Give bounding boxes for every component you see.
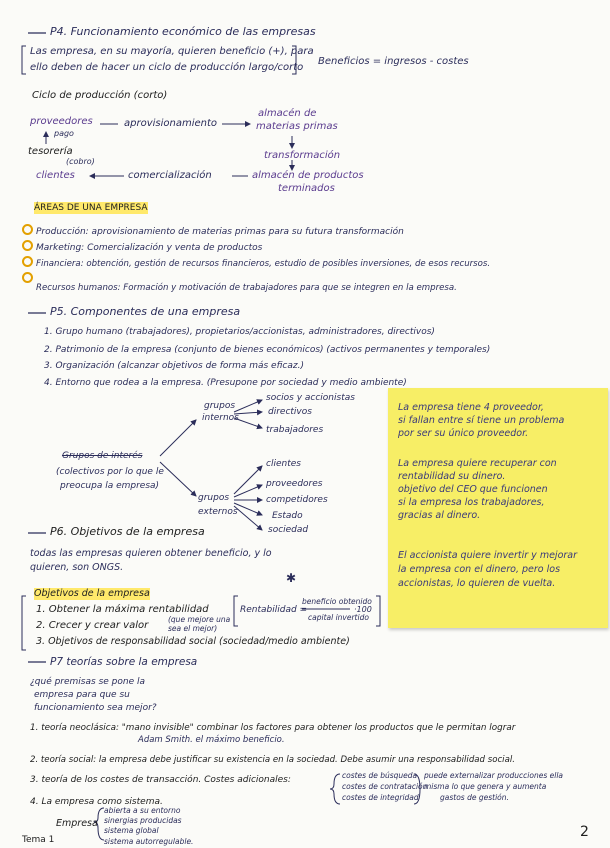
- branch-external: [160, 462, 196, 496]
- cost-note-3: gastos de gestión.: [440, 793, 509, 802]
- group-internal-item-2: directivos: [268, 407, 312, 417]
- sticky-line: si fallan entre sí tiene un problema: [398, 415, 565, 426]
- cycle-treasury: tesorería: [28, 146, 73, 157]
- areas-title: ÁREAS DE UNA EMPRESA: [34, 203, 148, 213]
- sticky-line: accionistas, lo quieren de vuelta.: [398, 578, 556, 589]
- cycle-collection: (cobro): [66, 157, 95, 166]
- branch-ext-5: [234, 506, 262, 530]
- area-finance: Financiera: obtención, gestión de recursos financieros, estudio de posibles inversiones, de esos recursos.: [36, 259, 491, 269]
- p4-title: P4. Funcionamiento económico de las empresas: [50, 25, 316, 38]
- group-external-item-2: proveedores: [266, 479, 323, 489]
- page-number: 2: [580, 824, 589, 840]
- rent-denominator: capital invertido: [308, 613, 369, 622]
- cost-brace: [330, 774, 340, 804]
- group-external-2: externos: [198, 507, 238, 517]
- group-internal-item-3: trabajadores: [266, 425, 324, 435]
- group-internal-1: grupos: [204, 401, 236, 411]
- sticky-line: objetivo del CEO que funcionen: [398, 484, 548, 495]
- sticky-line: la empresa con el dinero, pero los: [398, 564, 561, 575]
- theory-3: 3. teoría de los costes de transacción. Costes adicionales:: [30, 775, 291, 785]
- cycle-supply: aprovisionamiento: [124, 118, 218, 129]
- p5-item-3: 3. Organización (alcanzar objetivos de forma más eficaz.): [44, 361, 304, 371]
- branch-internal: [160, 420, 196, 456]
- cost-2: costes de contratación: [342, 782, 428, 791]
- theory-2: 2. teoría social: la empresa debe justificar su existencia en la sociedad. Debe asumir una responsabilidad social.: [30, 755, 515, 765]
- group-internal-item-1: socios y accionistas: [266, 393, 355, 403]
- group-external-item-3: competidores: [266, 495, 328, 505]
- group-external-item-1: clientes: [266, 459, 301, 469]
- p4-def-line2: ello deben de hacer un ciclo de producción largo/corto: [30, 62, 304, 73]
- cycle-payment: pago: [54, 129, 74, 138]
- group-external-item-4: Estado: [272, 511, 303, 521]
- rent-bracket-left: [234, 596, 238, 626]
- sticky-line: por ser su único proveedor.: [398, 428, 529, 439]
- rent-multiplier: ·100: [354, 605, 372, 614]
- cycle-commercialization: comercialización: [128, 170, 212, 181]
- p6-line1: todas las empresas quieren obtener beneficio, y lo: [30, 548, 272, 559]
- branch-ext-2: [234, 485, 262, 497]
- interest-groups-desc-2: preocupa la empresa): [60, 481, 160, 491]
- p5-item-4: 4. Entorno que rodea a la empresa. (Presupone por sociedad y medio ambiente): [44, 378, 407, 388]
- sticky-note: [388, 388, 608, 628]
- cycle-warehouse-raw-1: almacén de: [258, 108, 317, 119]
- p5-item-2: 2. Patrimonio de la empresa (conjunto de bienes económicos) (activos permanentes y temporales): [44, 345, 491, 355]
- area-bullet-icon: [22, 240, 33, 251]
- p5-title: P5. Componentes de una empresa: [50, 305, 241, 318]
- area-marketing: Marketing: Comercialización y venta de productos: [36, 243, 263, 253]
- star-icon: ✱: [286, 571, 297, 585]
- theory-1-note: Adam Smith. el máximo beneficio.: [138, 735, 285, 745]
- branch-int-1: [234, 400, 262, 412]
- footer-topic: Tema 1: [22, 835, 55, 845]
- p4-def-line1: Las empresa, en su mayoría, quieren beneficio (+), para: [30, 46, 314, 57]
- objectives-title: Objetivos de la empresa: [34, 588, 150, 599]
- objective-2: 2. Crecer y crear valor: [36, 620, 149, 631]
- rent-bracket-right: [376, 596, 380, 626]
- cost-1: costes de búsqueda: [342, 771, 418, 780]
- sticky-line: La empresa quiere recuperar con: [398, 458, 557, 469]
- group-external-item-5: sociedad: [268, 525, 309, 535]
- area-bullet-icon: [22, 224, 33, 235]
- obj-bracket: [22, 596, 26, 650]
- cycle-title: Ciclo de producción (corto): [32, 90, 168, 101]
- cost-note-2: misma lo que genera y aumenta: [424, 782, 547, 791]
- system-item-2: sinergias producidas: [104, 816, 182, 825]
- sticky-line: El accionista quiere invertir y mejorar: [398, 550, 578, 561]
- cycle-transformation: transformación: [264, 150, 341, 161]
- p7-question-3: funcionamiento sea mejor?: [34, 703, 157, 713]
- interest-groups-desc-1: (colectivos por lo que le: [56, 467, 164, 477]
- sticky-line: La empresa tiene 4 proveedor,: [398, 402, 544, 413]
- system-item-1: abierta a su entorno: [104, 806, 181, 815]
- p6-line2: quieren, son ONGS.: [30, 562, 124, 573]
- cycle-suppliers: proveedores: [30, 116, 93, 127]
- theory-1: 1. teoría neoclásica: "mano invisible" combinar los factores para obtener los productos que le permitan lograr: [30, 723, 516, 733]
- sticky-line: gracias al dinero.: [398, 510, 481, 521]
- cycle-warehouse-raw-2: materias primas: [256, 121, 338, 132]
- cost-3: costes de integridad: [342, 793, 419, 802]
- cost-note-1: puede externalizar producciones ella: [424, 771, 563, 780]
- sticky-line: si la empresa los trabajadores,: [398, 497, 545, 508]
- p4-benefits: Beneficios = ingresos - costes: [318, 56, 469, 67]
- p6-title: P6. Objetivos de la empresa: [50, 525, 205, 538]
- theory-4: 4. La empresa como sistema.: [30, 797, 163, 807]
- interest-groups-title: Grupos de interés: [62, 451, 143, 461]
- group-external-1: grupos: [198, 493, 230, 503]
- area-hr: Recursos humanos: Formación y motivación de trabajadores para que se integren en la empresa.: [36, 283, 457, 293]
- system-item-3: sistema global: [104, 826, 159, 835]
- objective-1: 1. Obtener la máxima rentabilidad: [36, 604, 209, 615]
- area-bullet-icon: [22, 256, 33, 267]
- p7-title: P7 teorías sobre la empresa: [50, 656, 198, 668]
- def-bracket-left: [22, 46, 26, 74]
- area-production: Producción: aprovisionamiento de materias primas para su futura transformación: [36, 227, 404, 237]
- group-internal-2: internos: [202, 413, 239, 423]
- objective-2-note-2: sea el mejor): [168, 624, 218, 633]
- p5-item-1: 1. Grupo humano (trabajadores), propietarios/accionistas, administradores, directivos): [44, 327, 435, 337]
- objective-3: 3. Objetivos de responsabilidad social (sociedad/medio ambiente): [36, 636, 350, 647]
- cycle-warehouse-fin-1: almacén de productos: [252, 170, 364, 181]
- branch-ext-1: [234, 466, 262, 494]
- cycle-warehouse-fin-2: terminados: [278, 183, 335, 194]
- sticky-line: rentabilidad su dinero.: [398, 471, 506, 482]
- rent-label: Rentabilidad =: [240, 605, 308, 615]
- p7-question-1: ¿qué premisas se pone la: [30, 677, 145, 687]
- p7-question-2: empresa para que su: [34, 690, 130, 700]
- system-item-4: sistema autorregulable.: [104, 837, 194, 846]
- area-bullet-icon: [22, 272, 33, 283]
- system-company: Empresa: [56, 818, 98, 829]
- cycle-clients: clientes: [36, 170, 75, 181]
- objective-2-note-1: (que mejore una: [168, 615, 231, 624]
- rent-numerator: beneficio obtenido: [302, 597, 372, 606]
